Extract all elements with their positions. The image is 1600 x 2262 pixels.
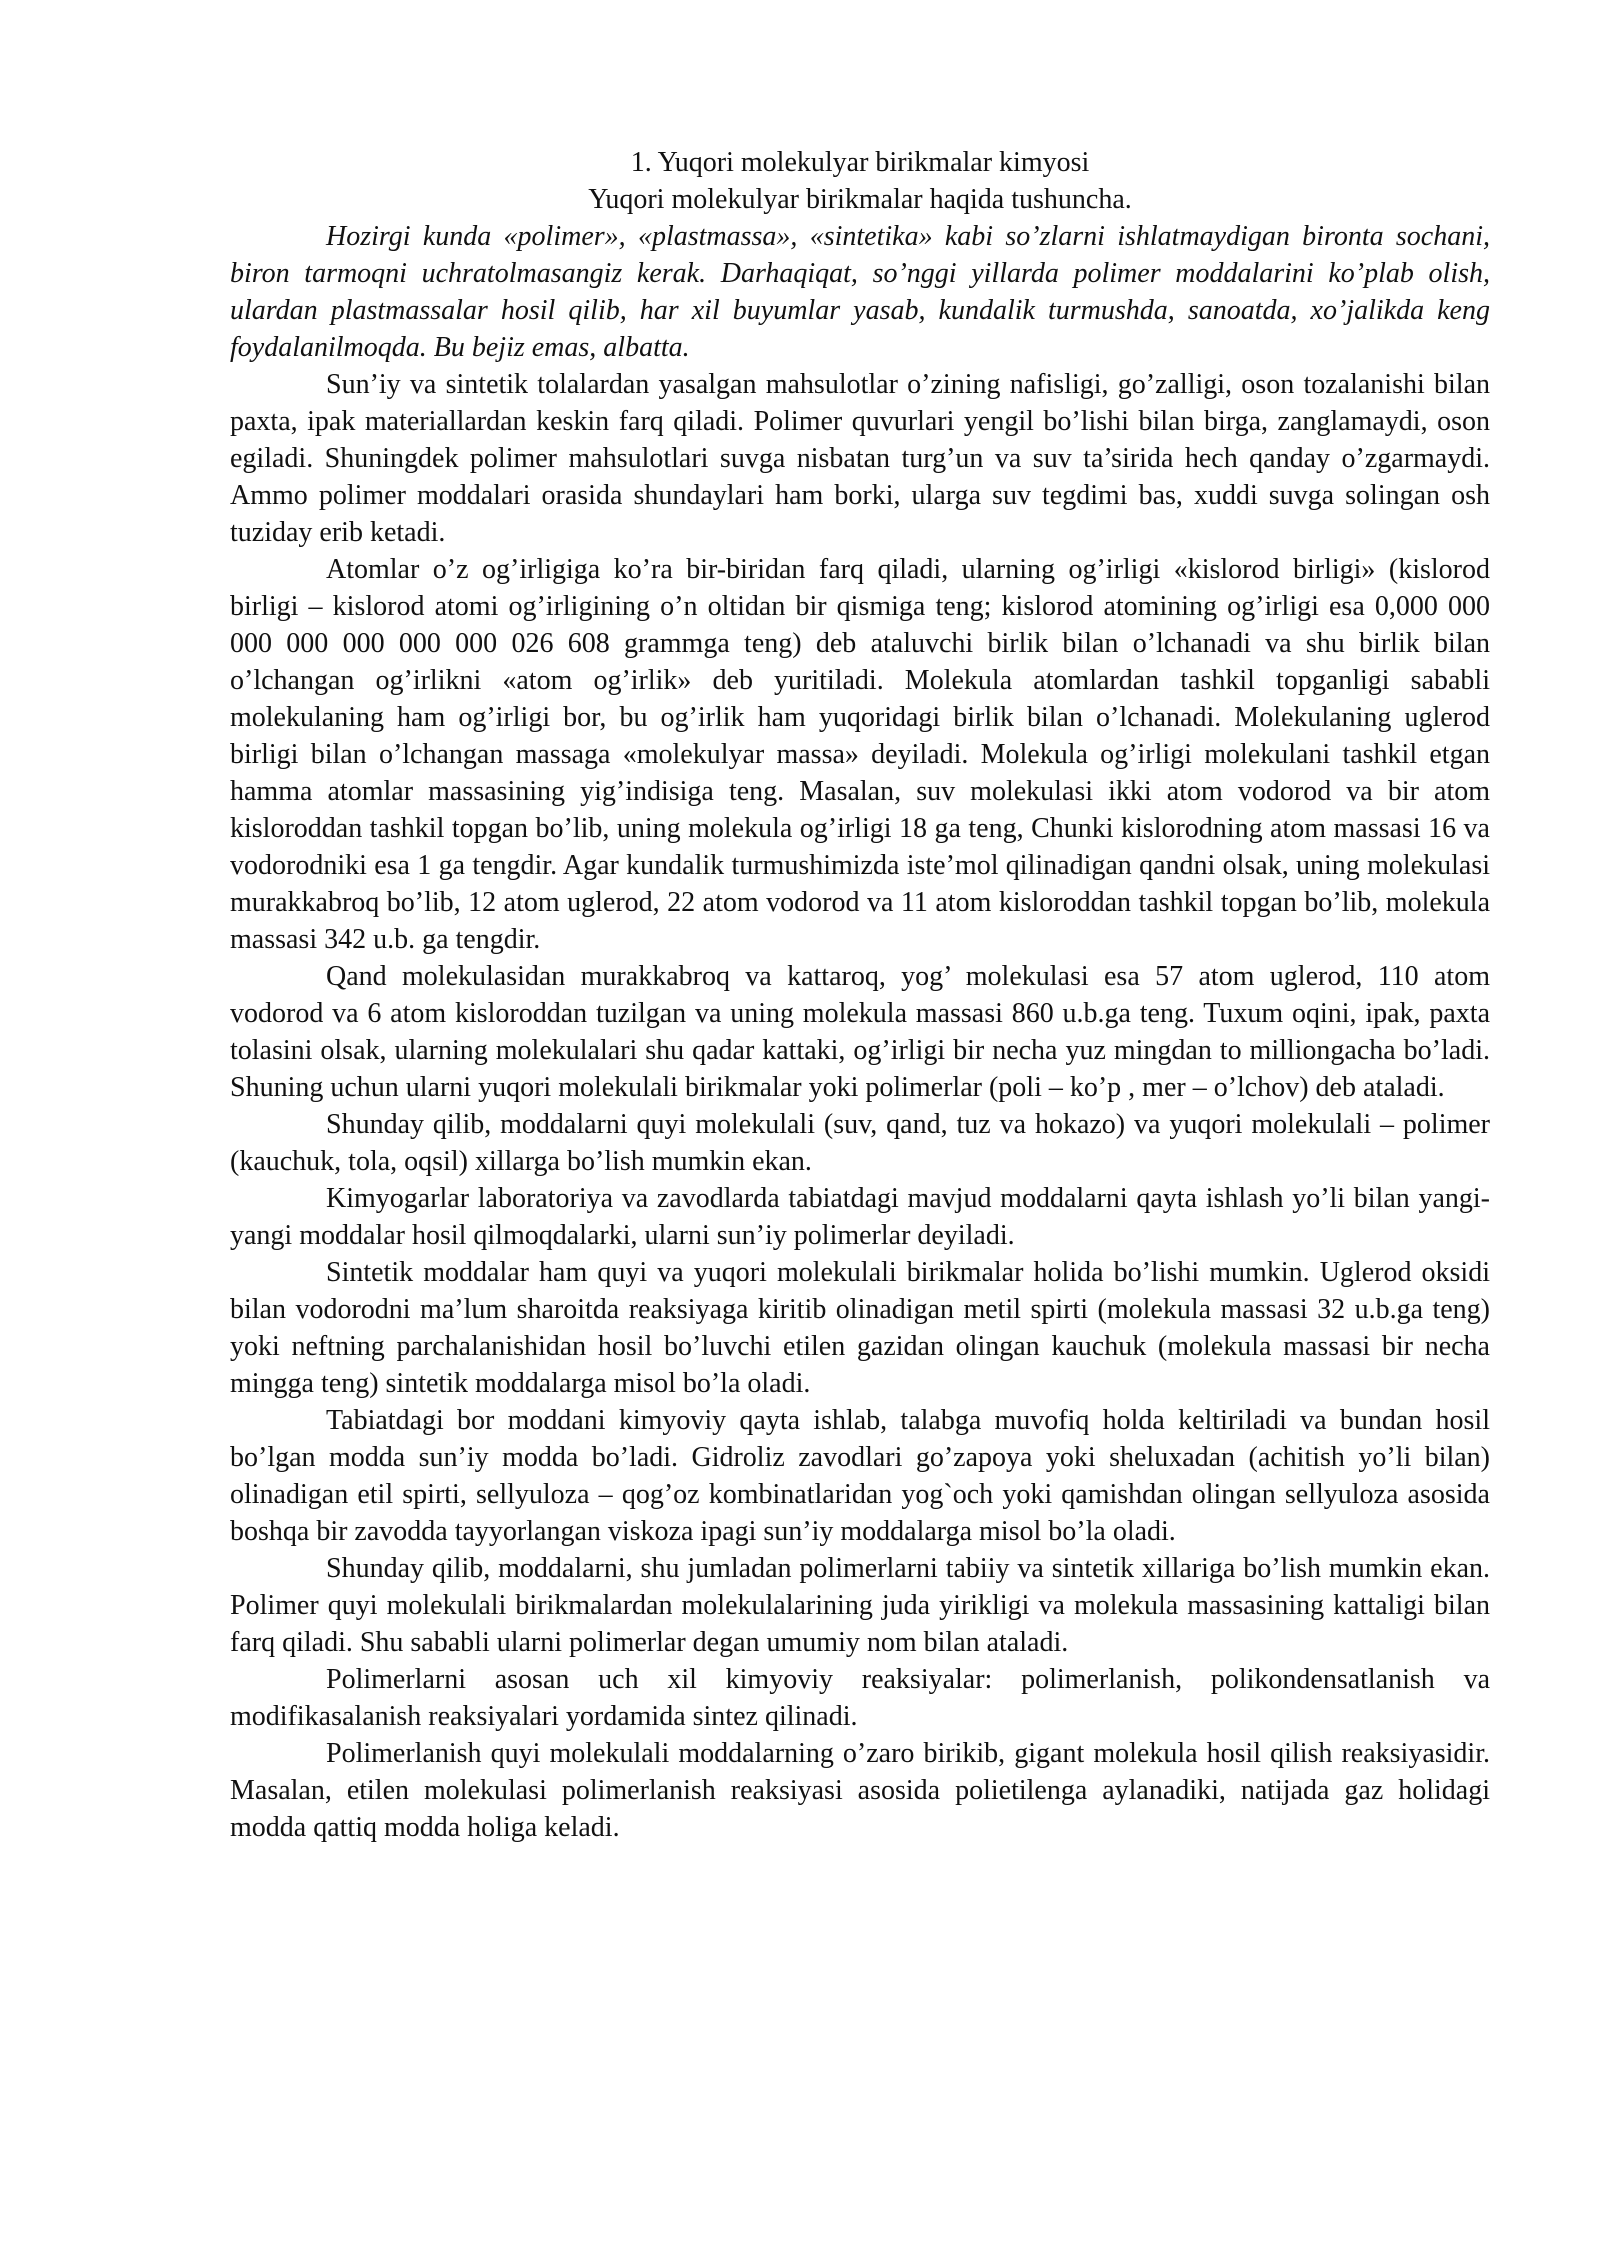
paragraph-intro: Hozirgi kunda «polimer», «plastmassa», «sintetika» kabi so’zlarni ishlatmaydigan bironta sochani, biron tarmoqni uchratolmasangiz kerak. Darhaqiqat, so’nggi yillarda polimer moddalarini ko’plab olish, ulardan plastmassalar hosil qilib, har xil buyumlar yasab, kundalik turmushda, sanoatda, xo’jalikda keng foydalanilmoqda. Bu bejiz emas, albatta. [230, 221, 1490, 363]
document-page [230, 144, 1490, 1846]
paragraph: Tabiatdagi bor moddani kimyoviy qayta ishlab, talabga muvofiq holda keltiriladi va bundan hosil bo’lgan modda sun’iy modda bo’ladi. Gidroliz zavodlari go’zapoya yoki sheluxadan (achitish yo’li bilan) olinadigan etil spirti, sellyuloza – qog’oz kombinatlaridan yog`och yoki qamishdan olingan sellyuloza asosida boshqa bir zavodda tayyorlangan viskoza ipagi sun’iy moddalarga misol bo’la oladi. [230, 1405, 1490, 1547]
paragraph: Polimerlanish quyi molekulali moddalarning o’zaro birikib, gigant molekula hosil qilish reaksiyasidir. Masalan, etilen molekulasi polimerlanish reaksiyasi asosida polietilenga aylanadiki, natijada gaz holidagi modda qattiq modda holiga keladi. [230, 1738, 1490, 1843]
document-subtitle: Yuqori molekulyar birikmalar haqida tushuncha. [588, 184, 1132, 215]
paragraph: Sun’iy va sintetik tolalardan yasalgan mahsulotlar o’zining nafisligi, go’zalligi, oson tozalanishi bilan paxta, ipak materiallardan keskin farq qiladi. Polimer quvurlari yengil bo’lishi bilan birga, zanglamaydi, oson egiladi. Shuningdek polimer mahsulotlari suvga nisbatan turg’un va suv ta’sirida hech qanday o’zgarmaydi. Ammo polimer moddalari orasida shundaylari ham borki, ularga suv tegdimi bas, xuddi suvga solingan osh tuziday erib ketadi. [230, 369, 1490, 548]
paragraph: Qand molekulasidan murakkabroq va kattaroq, yog’ molekulasi esa 57 atom uglerod, 110 atom vodorod va 6 atom kisloroddan tuzilgan va uning molekula massasi 860 u.b.ga teng. Tuxum oqini, ipak, paxta tolasini olsak, ularning molekulalari shu qadar kattaki, og’irligi bir necha yuz mingdan to milliongacha bo’ladi. Shuning uchun ularni yuqori molekulali birikmalar yoki polimerlar (poli – ko’p , mer – o’lchov) deb ataladi. [230, 961, 1490, 1103]
paragraph: Atomlar o’z og’irligiga ko’ra bir-biridan farq qiladi, ularning og’irligi «kislorod birligi» (kislorod birligi – kislorod atomi og’irligining o’n oltidan bir qismiga teng; kislorod atomining og’irligi esa 0,000 000 000 000 000 000 000 026 608 grammga teng) deb ataluvchi birlik bilan o’lchanadi va shu birlik bilan o’lchangan og’irlikni «atom og’irlik» deb yuritiladi. Molekula atomlardan tashkil topganligi sababli molekulaning ham og’irligi bor, bu og’irlik ham yuqoridagi birlik bilan o’lchanadi. Molekulaning uglerod birligi bilan o’lchangan massaga «molekulyar massa» deyiladi. Molekula og’irligi molekulani tashkil etgan hamma atomlar massasining yig’indisiga teng. Masalan, suv molekulasi ikki atom vodorod va bir atom kisloroddan tashkil topgan bo’lib, uning molekula og’irligi 18 ga teng, Chunki kislorodning atom massasi 16 va vodorodniki esa 1 ga tengdir. Agar kundalik turmushimizda iste’mol qilinadigan qandni olsak, uning molekulasi murakkabroq bo’lib, 12 atom uglerod, 22 atom vodorod va 11 atom kisloroddan tashkil topgan bo’lib, molekula massasi 342 u.b. ga tengdir. [230, 554, 1490, 955]
paragraph: Shunday qilib, moddalarni quyi molekulali (suv, qand, tuz va hokazo) va yuqori molekulali – polimer (kauchuk, tola, oqsil) xillarga bo’lish mumkin ekan. [230, 1109, 1490, 1177]
document-title: 1. Yuqori molekulyar birikmalar kimyosi [630, 147, 1090, 178]
paragraph: Shunday qilib, moddalarni, shu jumladan polimerlarni tabiiy va sintetik xillariga bo’lish mumkin ekan. Polimer quyi molekulali birikmalardan molekulalarining juda yirikligi va molekula massasining kattaligi bilan farq qiladi. Shu sababli ularni polimerlar degan umumiy nom bilan ataladi. [230, 1553, 1490, 1658]
paragraph: Kimyogarlar laboratoriya va zavodlarda tabiatdagi mavjud moddalarni qayta ishlash yo’li bilan yangi-yangi moddalar hosil qilmoqdalarki, ularni sun’iy polimerlar deyiladi. [230, 1183, 1490, 1251]
paragraph: Polimerlarni asosan uch xil kimyoviy reaksiyalar: polimerlanish, polikondensatlanish va modifikasalanish reaksiyalari yordamida sintez qilinadi. [230, 1664, 1490, 1732]
paragraph: Sintetik moddalar ham quyi va yuqori molekulali birikmalar holida bo’lishi mumkin. Uglerod oksidi bilan vodorodni ma’lum sharoitda reaksiyaga kiritib olinadigan metil spirti (molekula massasi 32 u.b.ga teng) yoki neftning parchalanishidan hosil bo’luvchi etilen gazidan olingan kauchuk (molekula massasi bir necha mingga teng) sintetik moddalarga misol bo’la oladi. [230, 1257, 1490, 1399]
